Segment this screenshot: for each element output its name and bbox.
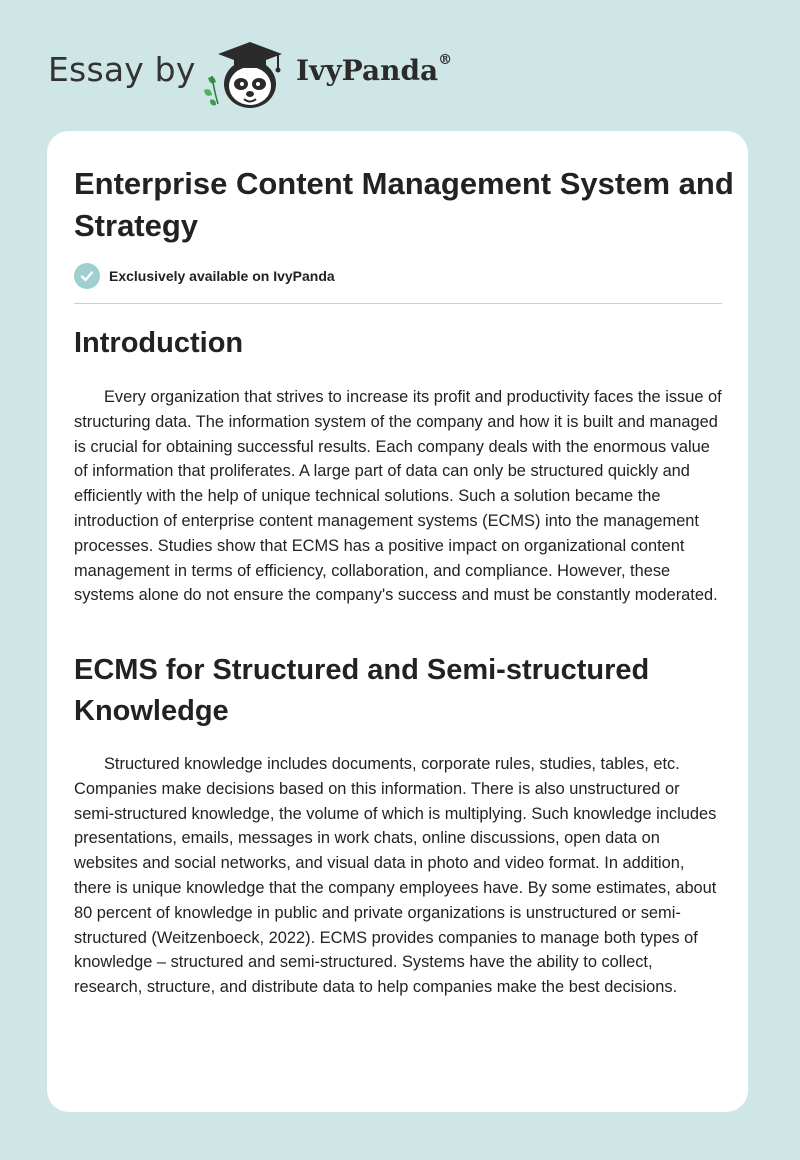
brand-name[interactable] (296, 54, 452, 87)
section-paragraph-ecms: Structured knowledge includes documents, corporate rules, studies, tables, etc. Companies make decisions based on this information. There is also unstructured or semi-structured knowledge, the volume of which is multiplying. Such knowledge includes presentations, emails, messages in work chats, online discussions, open data on websites and social networks, and visual data in photo and video format. In addition, there is unique knowledge that the company employees have. By some estimates, about 80 percent of knowledge in public and private organizations is unstructured or semi-structured (Weitzenboeck, 2022). ECMS provides companies to manage both types of knowledge – structured and semi-structured. Systems have the ability to collect, research, structure, and distribute data to help companies make the best decisions. (74, 755, 717, 997)
section-paragraph-introduction: Every organization that strives to increase its profit and productivity faces the issue of structuring data. The information system of the company and how it is built and managed is crucial for obtaining successful results. Each company deals with the enormous value of information that proliferates. A large part of data can only be structured quickly and efficiently with the help of unique technical solutions. Such a solution became the introduction of enterprise content management systems (ECMS) into the management processes. Studies show that ECMS has a positive impact on organizational content management in terms of efficiency, collaboration, and compliance. However, these systems alone do not ensure the company's success and must be constantly moderated. (74, 388, 722, 605)
exclusive-badge (74, 263, 335, 289)
section-heading-ecms: ECMS for Structured and Semi-structured Knowledge (74, 654, 650, 727)
check-icon (74, 263, 100, 289)
ivypanda-logo-icon[interactable] (200, 38, 292, 110)
brand-text: IvyPanda (296, 54, 439, 87)
section-heading-introduction: Introduction (74, 327, 244, 359)
site-header (0, 0, 800, 130)
badge-label: Exclusively available on IvyPanda (109, 268, 335, 284)
article-title: Enterprise Content Management System and Strategy (74, 166, 734, 243)
essay-by-label: Essay by (48, 50, 196, 89)
registered-mark: ® (438, 52, 453, 68)
divider (74, 303, 722, 304)
article-card (47, 131, 748, 1112)
